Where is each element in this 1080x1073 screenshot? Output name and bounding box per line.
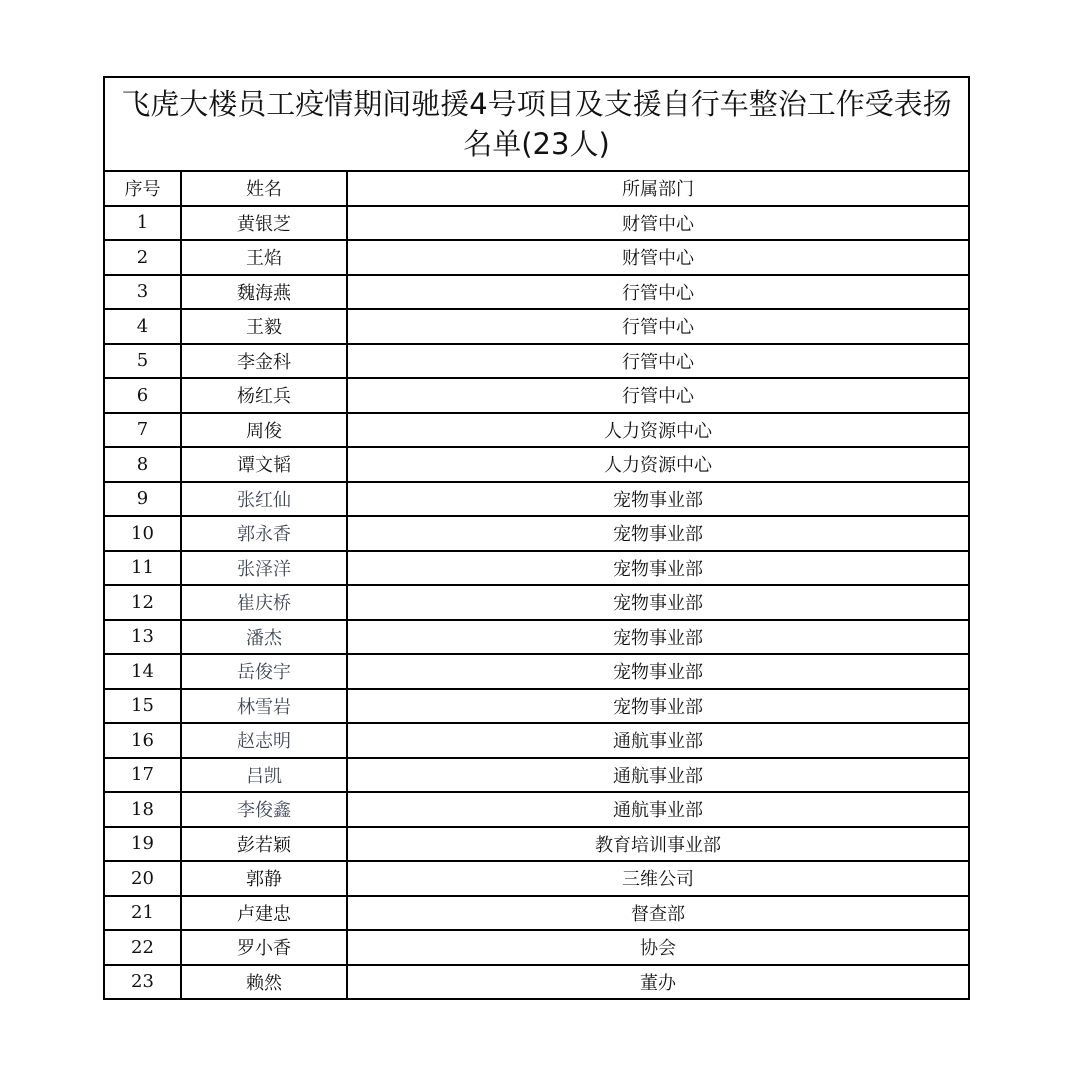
row-index: 14 <box>104 654 181 689</box>
row-department: 宠物事业部 <box>347 585 969 620</box>
row-department: 协会 <box>347 930 969 965</box>
row-name: 赖然 <box>181 965 347 1000</box>
row-department: 督查部 <box>347 896 969 931</box>
row-department: 三维公司 <box>347 861 969 896</box>
row-name: 卢建忠 <box>181 896 347 931</box>
row-department: 通航事业部 <box>347 723 969 758</box>
row-department: 宠物事业部 <box>347 620 969 655</box>
row-index: 10 <box>104 516 181 551</box>
row-index: 16 <box>104 723 181 758</box>
row-name: 张泽洋 <box>181 551 347 586</box>
table-row <box>104 482 969 517</box>
row-department: 教育培训事业部 <box>347 827 969 862</box>
row-department: 行管中心 <box>347 378 969 413</box>
table-row <box>104 654 969 689</box>
header-index: 序号 <box>104 171 181 206</box>
row-name: 岳俊宇 <box>181 654 347 689</box>
header-name: 姓名 <box>181 171 347 206</box>
row-index: 20 <box>104 861 181 896</box>
table-row <box>104 585 969 620</box>
table-row <box>104 723 969 758</box>
table-row <box>104 309 969 344</box>
table-row <box>104 275 969 310</box>
table-row <box>104 344 969 379</box>
row-index: 2 <box>104 240 181 275</box>
row-name: 周俊 <box>181 413 347 448</box>
row-name: 李俊鑫 <box>181 792 347 827</box>
row-index: 21 <box>104 896 181 931</box>
table-row <box>104 240 969 275</box>
row-name: 杨红兵 <box>181 378 347 413</box>
row-department: 行管中心 <box>347 309 969 344</box>
row-department: 财管中心 <box>347 240 969 275</box>
table-row <box>104 758 969 793</box>
table-row <box>104 447 969 482</box>
table-row <box>104 516 969 551</box>
row-index: 22 <box>104 930 181 965</box>
row-index: 23 <box>104 965 181 1000</box>
table-row <box>104 378 969 413</box>
header-department: 所属部门 <box>347 171 969 206</box>
table-row <box>104 896 969 931</box>
table-row <box>104 930 969 965</box>
row-index: 8 <box>104 447 181 482</box>
row-index: 15 <box>104 689 181 724</box>
row-name: 王焰 <box>181 240 347 275</box>
row-name: 李金科 <box>181 344 347 379</box>
row-index: 11 <box>104 551 181 586</box>
table-row <box>104 413 969 448</box>
row-department: 通航事业部 <box>347 758 969 793</box>
row-name: 彭若颖 <box>181 827 347 862</box>
row-index: 4 <box>104 309 181 344</box>
commendation-list-table <box>103 76 970 1000</box>
row-name: 崔庆桥 <box>181 585 347 620</box>
row-name: 吕凯 <box>181 758 347 793</box>
document-title: 飞虎大楼员工疫情期间驰援4号项目及支援自行车整治工作受表扬名单(23人) <box>104 77 969 171</box>
row-name: 林雪岩 <box>181 689 347 724</box>
row-department: 宠物事业部 <box>347 551 969 586</box>
row-name: 郭静 <box>181 861 347 896</box>
row-name: 魏海燕 <box>181 275 347 310</box>
row-index: 9 <box>104 482 181 517</box>
row-index: 7 <box>104 413 181 448</box>
title-row <box>104 77 969 171</box>
row-department: 宠物事业部 <box>347 516 969 551</box>
row-name: 郭永香 <box>181 516 347 551</box>
row-index: 18 <box>104 792 181 827</box>
row-department: 董办 <box>347 965 969 1000</box>
row-name: 潘杰 <box>181 620 347 655</box>
row-name: 谭文韬 <box>181 447 347 482</box>
table-row <box>104 551 969 586</box>
row-department: 宠物事业部 <box>347 654 969 689</box>
row-name: 张红仙 <box>181 482 347 517</box>
row-department: 通航事业部 <box>347 792 969 827</box>
row-department: 人力资源中心 <box>347 447 969 482</box>
table-row <box>104 792 969 827</box>
row-index: 13 <box>104 620 181 655</box>
row-index: 12 <box>104 585 181 620</box>
header-row <box>104 171 969 206</box>
row-department: 人力资源中心 <box>347 413 969 448</box>
row-name: 王毅 <box>181 309 347 344</box>
row-index: 1 <box>104 206 181 241</box>
row-index: 5 <box>104 344 181 379</box>
row-department: 行管中心 <box>347 275 969 310</box>
table-row <box>104 620 969 655</box>
row-index: 17 <box>104 758 181 793</box>
row-department: 宠物事业部 <box>347 482 969 517</box>
table-row <box>104 827 969 862</box>
table-row <box>104 206 969 241</box>
row-index: 6 <box>104 378 181 413</box>
table-row <box>104 689 969 724</box>
table-row <box>104 861 969 896</box>
row-name: 罗小香 <box>181 930 347 965</box>
row-department: 宠物事业部 <box>347 689 969 724</box>
row-index: 19 <box>104 827 181 862</box>
row-name: 黄银芝 <box>181 206 347 241</box>
row-department: 行管中心 <box>347 344 969 379</box>
row-name: 赵志明 <box>181 723 347 758</box>
row-index: 3 <box>104 275 181 310</box>
row-department: 财管中心 <box>347 206 969 241</box>
table-row <box>104 965 969 1000</box>
